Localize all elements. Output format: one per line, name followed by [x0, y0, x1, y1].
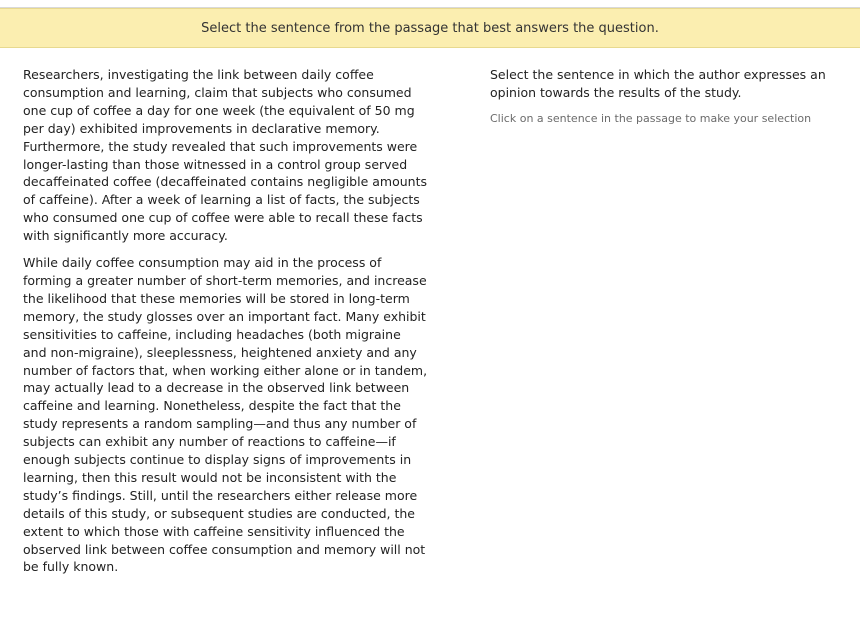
sentence[interactable]: Furthermore, the study revealed that such improvements were longer-lasting than those witnessed in a control group served decaffeinated coffee (decaffeinated contains negligible amounts of caffeine).	[23, 138, 427, 208]
sentence[interactable]: Researchers, investigating the link between daily coffee consumption and learning, claim that subjects who consumed one cup of coffee a day for one week (the equivalent of 50 mg per day) exhibited improvements in declarative memory.	[23, 67, 415, 136]
selection-instruction: Click on a sentence in the passage to make your selection	[490, 111, 812, 125]
sentence[interactable]: After a week of learning a list of facts, the subjects who consumed one cup of coffee were able to recall these facts with significantly more accuracy.	[23, 192, 423, 244]
passage	[23, 66, 428, 585]
top-rule	[0, 0, 860, 8]
sentence[interactable]: Many exhibit sensitivities to caffeine, including headaches (both migraine and non-migraine), sleeplessness, heightened anxiety and any number of factors that, when working either alone or in tandem, may actually lead to a decrease in the observed link between caffeine and learning.	[23, 308, 428, 414]
passage-paragraph-1	[23, 66, 428, 245]
banner-text: Select the sentence from the passage that best answers the question.	[201, 20, 659, 36]
instruction-banner	[0, 8, 860, 48]
question-text: Select the sentence in which the author expresses an opinion towards the results of the study.	[490, 67, 826, 100]
question-panel	[490, 66, 835, 127]
sentence[interactable]: Still, until the researchers either release more details of this study, or subsequent studies are conducted, the extent to which those with caffeine sensitivity influenced the observed link between coffee consumption and memory will not be fully known.	[23, 487, 426, 575]
sentence[interactable]: Nonetheless, despite the fact that the study represents a random sampling—and thus any number of subjects can exhibit any number of reactions to caffeine—if enough subjects continue to display signs of improvements in learning, then this result would not be inconsistent with the study’s findings.	[23, 398, 417, 503]
passage-paragraph-2	[23, 254, 428, 576]
sentence[interactable]: While daily coffee consumption may aid in the process of forming a greater number of short-term memories, and increase the likelihood that these memories will be stored in long-term memory, the study glosses over an important fact.	[23, 255, 427, 324]
